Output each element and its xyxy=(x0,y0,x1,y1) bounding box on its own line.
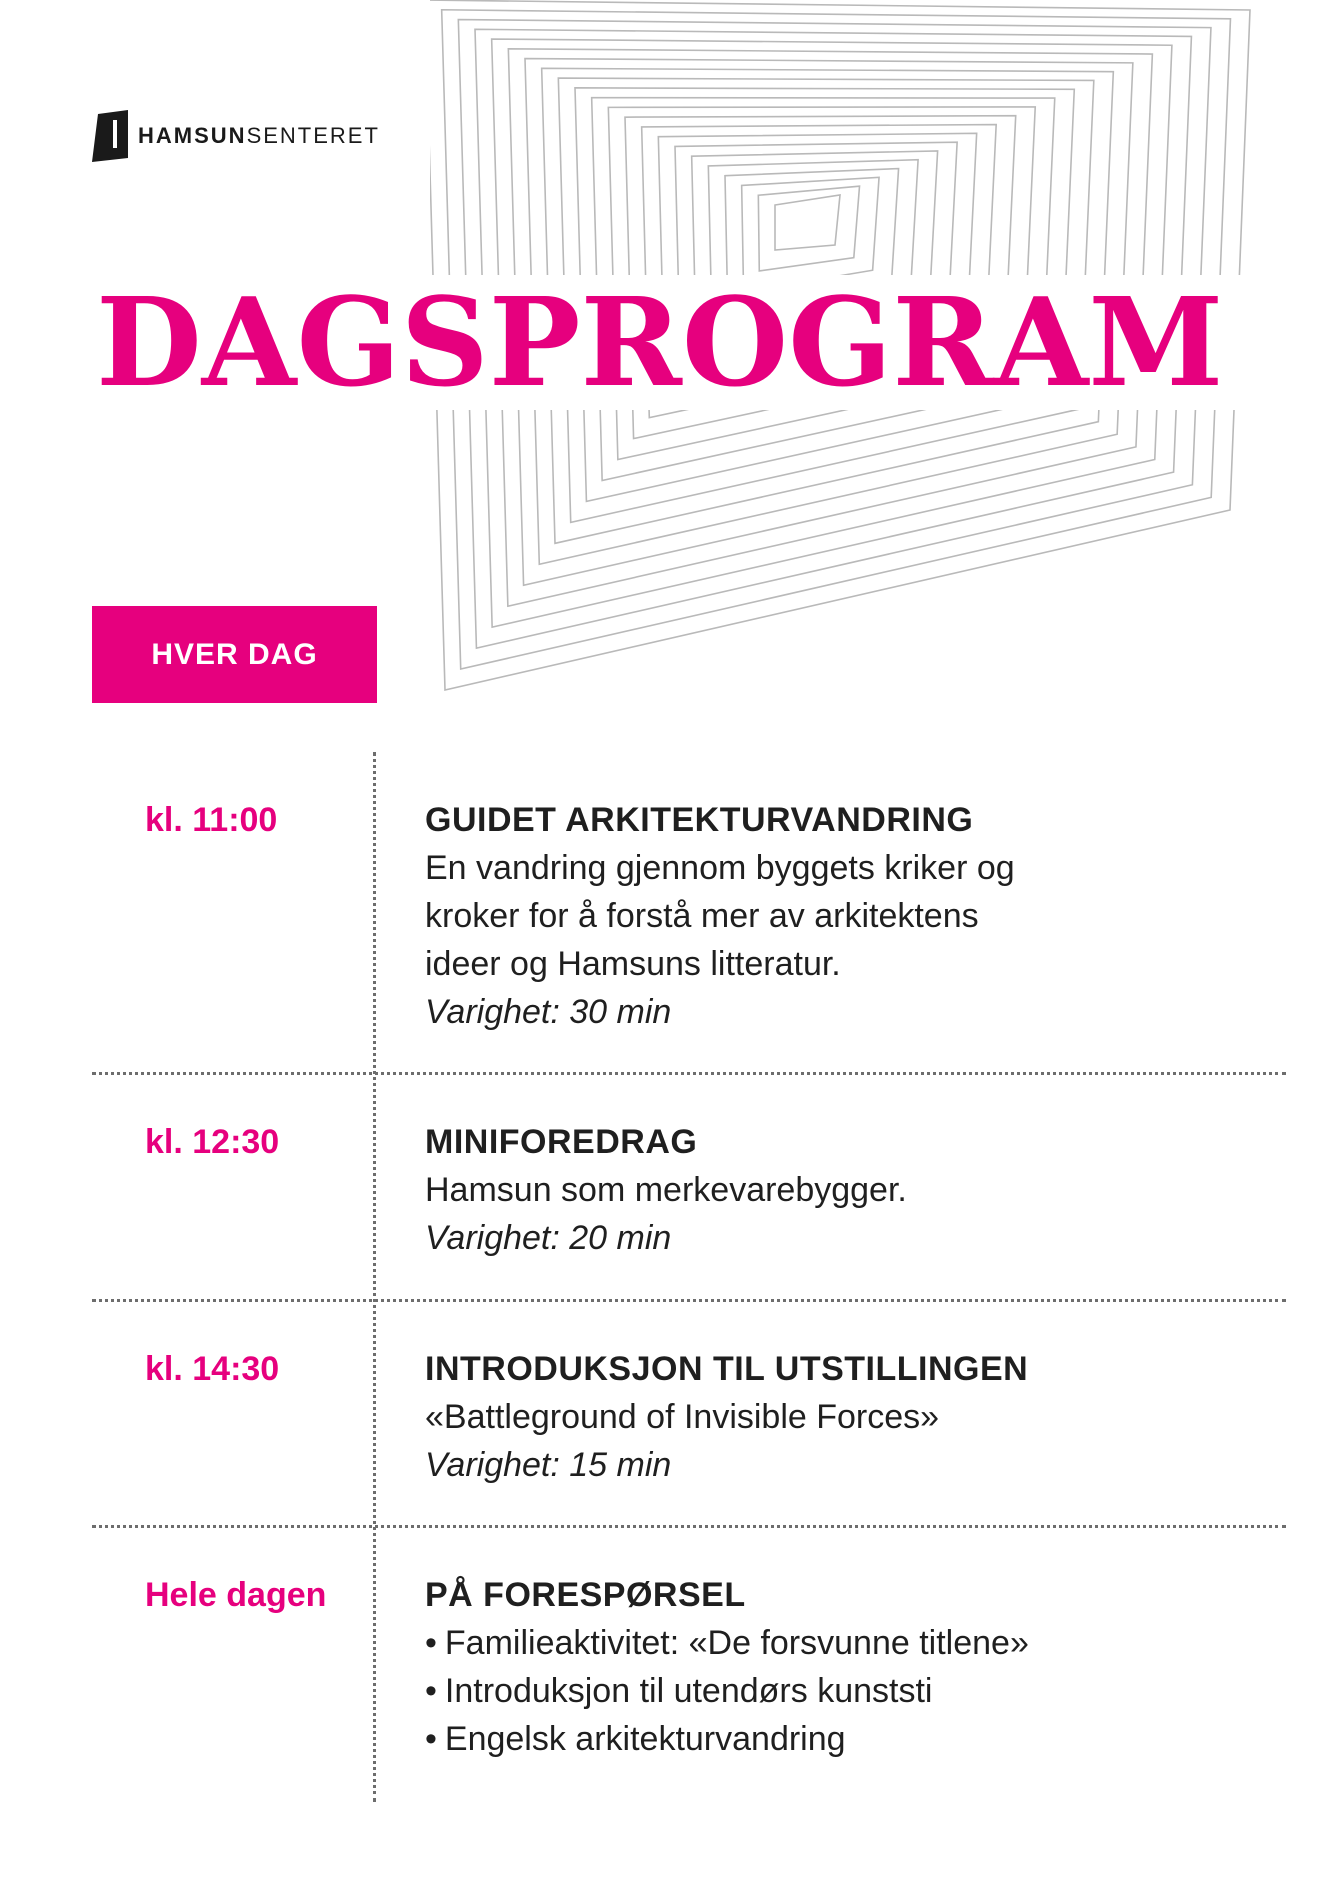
event-description-line: En vandring gjennom byggets kriker og xyxy=(425,849,1015,887)
list-item: • Introduksjon til utendørs kunststi xyxy=(425,1667,1275,1715)
schedule-event xyxy=(425,1345,1275,1489)
brand-name: HAMSUNSENTERET xyxy=(138,123,380,148)
schedule-time: kl. 12:30 xyxy=(145,1123,280,1161)
schedule-event xyxy=(425,1571,1275,1763)
event-description-line: ideer og Hamsuns litteratur. xyxy=(425,945,841,983)
schedule-event xyxy=(425,796,1275,1036)
event-description-line: kroker for å forstå mer av arkitektens xyxy=(425,897,979,935)
schedule-time: kl. 14:30 xyxy=(145,1350,280,1388)
row-divider xyxy=(92,1525,1286,1528)
schedule-time: kl. 11:00 xyxy=(145,801,278,839)
event-description-line: «Battleground of Invisible Forces» xyxy=(425,1398,940,1436)
list-item: • Engelsk arkitekturvandring xyxy=(425,1715,1275,1763)
event-duration: Varighet: 30 min xyxy=(425,993,672,1031)
vertical-divider xyxy=(373,752,376,1802)
event-title: PÅ FORESPØRSEL xyxy=(425,1576,746,1614)
page-title: DAGSPROGRAM xyxy=(96,270,1224,414)
hamsun-tower-icon xyxy=(92,110,128,162)
decoration-line xyxy=(758,186,859,271)
brand-logo xyxy=(92,110,380,162)
event-duration: Varighet: 15 min xyxy=(425,1446,672,1484)
event-title: GUIDET ARKITEKTURVANDRING xyxy=(425,801,974,839)
schedule-event xyxy=(425,1118,1275,1262)
every-day-badge: HVER DAG xyxy=(92,606,377,703)
row-divider xyxy=(92,1299,1286,1302)
event-title: INTRODUKSJON TIL UTSTILLINGEN xyxy=(425,1350,1029,1388)
row-divider xyxy=(92,1072,1286,1075)
event-description-line: Hamsun som merkevarebygger. xyxy=(425,1171,907,1209)
event-title: MINIFOREDRAG xyxy=(425,1123,698,1161)
request-list xyxy=(425,1619,1275,1763)
schedule-time: Hele dagen xyxy=(145,1576,327,1614)
decoration-line xyxy=(775,195,840,250)
event-duration: Varighet: 20 min xyxy=(425,1219,672,1257)
list-item: • Familieaktivitet: «De forsvunne titlene» xyxy=(425,1619,1275,1667)
